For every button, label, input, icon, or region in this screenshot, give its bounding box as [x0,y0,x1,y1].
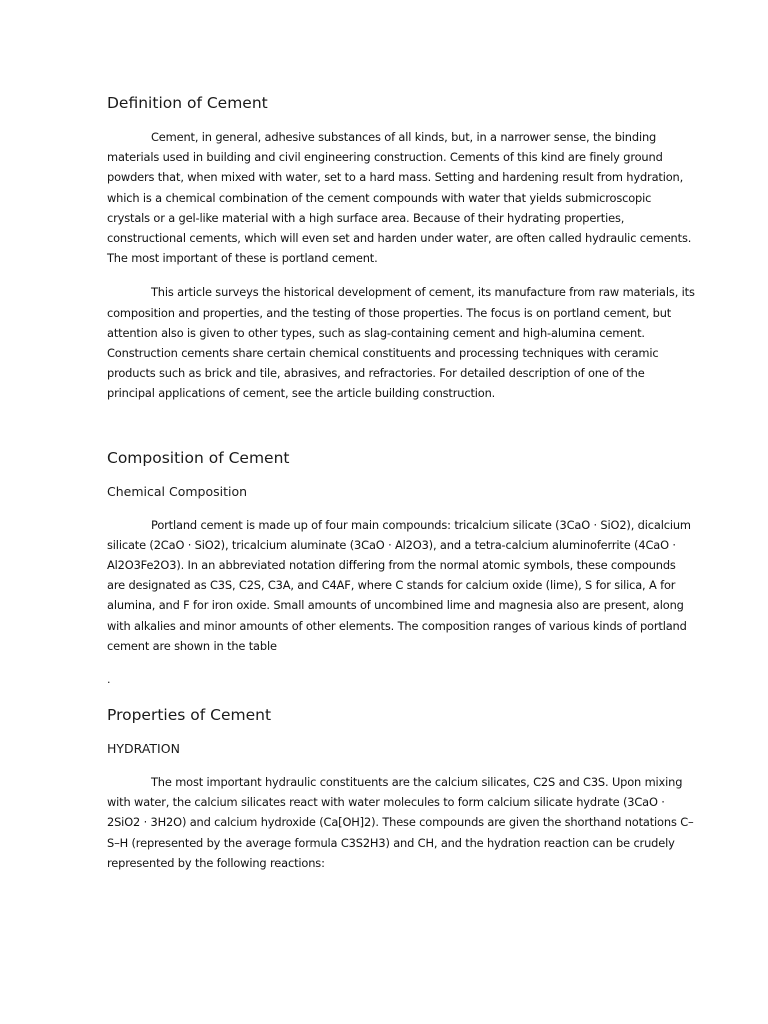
paragraph-definition-1: Cement, in general, adhesive substances of all kinds, but, in a narrower sense, the binding materials used in building and civil engineering construction. Cements of this kind are finely ground powders that, when mixed with water, set to a hard mass. Setting and hardening result from hydration, which is a chemical combination of the cement compounds with water that yields submicroscopic crystals or a gel-like material with a high surface area. Because of their hydrating properties, constructional cements, which will even set and harden under water, are often called hydraulic cements. The most important of these is portland cement. [107,130,692,266]
trailing-period: . [107,673,111,687]
subheading-hydration: HYDRATION [107,741,180,757]
document-body [107,92,695,873]
paragraph-definition-2: This article surveys the historical development of cement, its manufacture from raw materials, its composition and properties, and the testing of those properties. The focus is on portland cement, but attention also is given to other types, such as slag-containing cement and high-alumina cement. Construction cements share certain chemical constituents and processing techniques with ceramic products such as brick and tile, abrasives, and refractories. For detailed description of one of the principal applications of cement, see the article building construction. [107,285,695,401]
heading-properties-of-cement: Properties of Cement [107,706,272,725]
heading-composition-of-cement: Composition of Cement [107,448,290,467]
heading-definition-of-cement: Definition of Cement [107,94,268,112]
paragraph-composition-1: Portland cement is made up of four main compounds: tricalcium silicate (3CaO · SiO2), dicalcium silicate (2CaO · SiO2), tricalcium aluminate (3CaO · Al2O3), and a tetra-calcium aluminoferrite (4CaO · Al2O3Fe2O3). In an abbreviated notation differing from the normal atomic symbols, these compounds are designated as C3S, C2S, C3A, and C4AF, where C stands for calcium oxide (lime), S for silica, A for alumina, and F for iron oxide. Small amounts of uncombined lime and magnesia also are present, along with alkalies and minor amounts of other elements. The composition ranges of various kinds of portland cement are shown in the table [107,517,691,653]
subheading-chemical-composition: Chemical Composition [107,483,248,499]
paragraph-hydration-1: The most important hydraulic constituents are the calcium silicates, C2S and C3S. Upon mixing with water, the calcium silicates react with water molecules to form calcium silicate hydrate (3CaO · 2SiO2 · 3H2O) and calcium hydroxide (Ca[OH]2). These compounds are given the shorthand notations C–S–H (represented by the average formula C3S2H3) and CH, and the hydration reaction can be crudely represented by the following reactions: [107,775,694,870]
